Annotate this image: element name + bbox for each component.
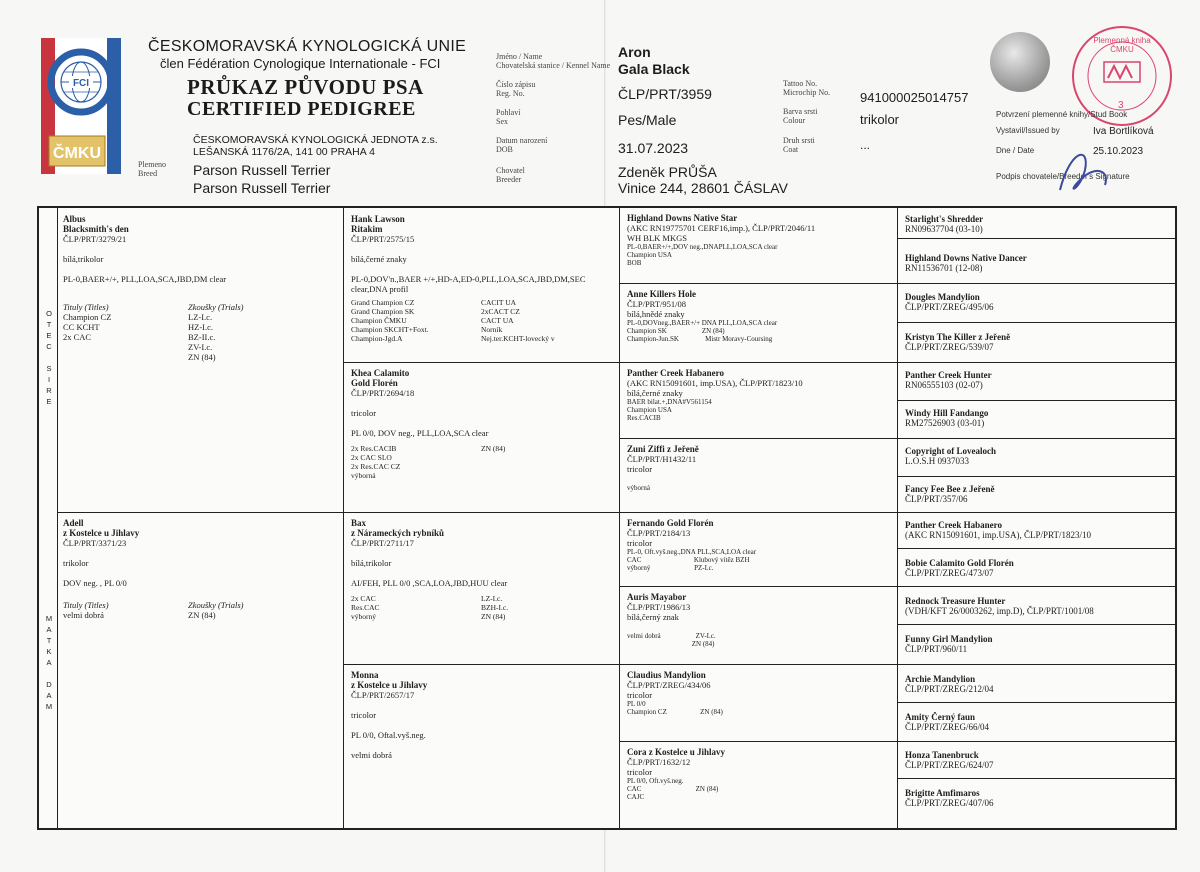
ancestor-g4-12: Funny Girl Mandylion ČLP/PRT/960/11 [905, 634, 993, 654]
issued-by-value: Iva Bortlíková [1093, 126, 1154, 137]
breeder-name: Zdeněk PRŮŠA [618, 164, 717, 180]
sire-sire-entry: Hank Lawson Ritakim ČLP/PRT/2575/15 bílá,černé znaky PL-0,DOV'n.,BAER +/+,HD-A,ED-0,PLL,LOA,SCA,JBD,DM,SEC clear,DNA profil Grand Champion CZ Grand Champion SK Champion ČMKU Champion SKCHT+Foxt. Champion-Jgd.A CACIT UA 2xCACT CZ CACT UA Norník Nej.ter.KCHT-lovecký v [351, 214, 586, 343]
ancestor-g4-14: Amity Černý faun ČLP/PRT/ZREG/66/04 [905, 712, 989, 732]
sex-label: Pohlaví Sex [496, 108, 521, 126]
svg-text:FCI: FCI [72, 78, 90, 89]
colour-label: Barva srsti Colour [783, 107, 818, 125]
dog-sex: Pes/Male [618, 112, 677, 128]
ancestor-g4-5: Panther Creek Hunter RN06555103 (02-07) [905, 370, 992, 390]
microchip-label: Tattoo No. Microchip No. [783, 79, 831, 97]
club-name: ČESKOMORAVSKÁ KYNOLOGICKÁ JEDNOTA z.s. [193, 134, 438, 146]
colour-value: trikolor [860, 112, 900, 127]
hologram-icon [990, 32, 1050, 92]
ancestor-g4-4: Kristyn The Killer z Jeřeně ČLP/PRT/ZREG/539/07 [905, 332, 1011, 352]
issued-by-label: Vystavil/Issued by [996, 126, 1060, 135]
sire-dam-entry: Khea Calamito Gold Florén ČLP/PRT/2694/18 tricolor PL 0/0, DOV neg., PLL,LOA,SCA clear 2x Res.CACIB 2x CAC SLO 2x Res.CAC CZ výborná ZN (84) [351, 368, 506, 480]
doc-title-en: CERTIFIED PEDIGREE [187, 98, 416, 120]
ancestor-g4-11: Rednock Treasure Hunter (VDH/KFT 26/0003262, imp.D), ČLP/PRT/1001/08 [905, 596, 1094, 616]
ancestor-g4-7: Copyright of Lovealoch L.O.S.H 0937033 [905, 446, 996, 466]
breed-label: Plemeno Breed [138, 160, 166, 178]
svg-text:ČMKU: ČMKU [53, 145, 101, 162]
ancestor-g3-6: Auris Mayabor ČLP/PRT/1986/13 bílá,černý znak velmi dobrá ZV-I.c. ZN (84) [627, 592, 716, 648]
breeder-label: Chovatel Breeder [496, 166, 525, 184]
ancestor-g4-1: Starlight's Shredder RN09637704 (03-10) [905, 214, 984, 234]
ancestor-g4-8: Fancy Fee Bee z Jeřeně ČLP/PRT/357/06 [905, 484, 995, 504]
ancestor-g3-1: Highland Downs Native Star (AKC RN19775701 CERF16,imp.), ČLP/PRT/2046/11 WH BLK MKGS PL-0,BAER+/+,DOV neg.,DNAPLL,LOA,SCA clear Champion USA BOB [627, 213, 816, 267]
dog-reg: ČLP/PRT/3959 [618, 86, 712, 102]
doc-title-cz: PRŮKAZ PŮVODU PSA [187, 75, 424, 99]
ancestor-g3-4: Zuni Ziffi z Jeřeně ČLP/PRT/H1432/11 tricolor výborná [627, 444, 699, 492]
pedigree-table [37, 206, 1177, 830]
fci-emblem-icon [41, 38, 121, 174]
coat-value: ... [860, 138, 871, 152]
stamp-number: 3 [1118, 100, 1124, 111]
dam-sire-entry: Bax z Náramecký​ch rybníků ČLP/PRT/2711/17 bílá,trikolor AI/FEH, PLL 0/0 ,SCA,LOA,JBD,HUU clear 2x CAC Res.CAC výborný LZ-I.c. BZH-I.c. ZN (84) [351, 518, 509, 621]
coat-label: Druh srsti Coat [783, 136, 815, 154]
org-title: ČESKOMORAVSKÁ KYNOLOGICKÁ UNIE [148, 38, 467, 55]
signature-label: Podpis chovatele/Breeder's Signature [996, 172, 1130, 181]
sire-entry: Albus Blacksmith's den ČLP/PRT/3279/21 bílá,trikolor PL-0,BAER+/+, PLL,LOA,SCA,JBD,DM clear Tituly (Titles) Champion CZ CC KCHT 2x CAC Zkoušky (Trials) LZ-I.c. HZ-I.c. BZ-II.c. ZV-I.c. ZN (84) [63, 214, 244, 362]
dog-dob: 31.07.2023 [618, 140, 689, 156]
stud-book-label: Potvrzení plemenné knihy/Stud Book [996, 110, 1128, 119]
ancestor-g3-8: Cora z Kostelce u Jihlavy ČLP/PRT/1632/12 tricolor PL 0/0, Oft.vyš.neg. CAC ZN (84) CAJC [627, 747, 725, 801]
ancestor-g3-3: Panther Creek Habanero (AKC RN15091601, imp.USA), ČLP/PRT/1823/10 bílá,černé znaky BAER bilat.+,DNA#V561154 Champion USA Res.CACIB [627, 368, 803, 422]
ancestor-g4-2: Highland Downs Native Dancer RN11536701 (12-08) [905, 253, 1027, 273]
date-value: 25.10.2023 [1093, 146, 1144, 157]
breed-cz: Parson Russell Terrier [193, 162, 331, 178]
dog-name: Aron [618, 44, 651, 60]
club-address: LEŠANSKÁ 1176/2A, 141 00 PRAHA 4 [193, 146, 375, 158]
ancestor-g4-16: Brigitte Amfimaros ČLP/PRT/ZREG/407/06 [905, 788, 994, 808]
ancestor-g3-5: Fernando Gold Florén ČLP/PRT/2184/13 tricolor PL-0, Oft.vyš.neg.,DNA PLL,SCA,LOA clear CAC Klubový vítěz BZH výborný PZ-I.c. [627, 518, 757, 572]
name-label: Jméno / Name Chovatelská stanice / Kennel Name [496, 52, 611, 70]
ancestor-g4-3: Dougles Mandylion ČLP/PRT/ZREG/495/06 [905, 292, 994, 312]
breed-en: Parson Russell Terrier [193, 180, 331, 196]
breeder-address: Vinice 244, 28601 ČÁSLAV [618, 180, 788, 196]
microchip-value: 941000025014757 [860, 90, 969, 105]
ancestor-g4-9: Panther Creek Habanero (AKC RN15091601, imp.USA), ČLP/PRT/1823/10 [905, 520, 1091, 540]
stamp-text: Plemenná kniha ČMKU [1093, 36, 1151, 54]
dam-dam-entry: Monna z Kostelce u Jihlavy ČLP/PRT/2657/17 tricolor PL 0/0, Oftal.vyš.neg. velmi dobrá [351, 670, 428, 760]
ancestor-g4-15: Honza Tanenbruck ČLP/PRT/ZREG/624/07 [905, 750, 994, 770]
ancestor-g4-13: Archie Mandylion ČLP/PRT/ZREG/212/04 [905, 674, 994, 694]
signature-icon [1050, 140, 1120, 200]
cmku-logo [41, 38, 121, 174]
reg-label: Číslo zápisu Reg. No. [496, 80, 536, 98]
dam-side-label: M A T K A D A M [45, 614, 53, 711]
ancestor-g3-2: Anne Killers Hole ČLP/PRT/951/08 bílá,hnědé znaky PL-0,DOVneg.,BAER+/+ DNA PLL,LOA,SCA clear Champion SK ZN (84) Champion-Jun.SK Mistr Moravy-Coursing [627, 289, 778, 343]
date-label: Dne / Date [996, 146, 1035, 155]
dam-entry: Adell z Kostelce u Jihlavy ČLP/PRT/3371/23 trikolor DOV neg. , PL 0/0 Tituly (Titles) velmi dobrá Zkoušky (Trials) ZN (84) [63, 518, 244, 620]
dog-kennel: Gala Black [618, 61, 690, 77]
ancestor-g4-10: Bobie Calamito Gold Florén ČLP/PRT/ZREG/473/07 [905, 558, 1014, 578]
sire-side-label: O T E C S I R E [46, 309, 52, 406]
org-member: člen Fédération Cynologique Internationale - FCI [160, 56, 441, 71]
ancestor-g4-6: Windy Hill Fandango RM27526903 (03-01) [905, 408, 989, 428]
ancestor-g3-7: Claudius Mandylion ČLP/PRT/ZREG/434/06 tricolor PL 0/0 Champion CZ ZN (84) [627, 670, 723, 716]
dob-label: Datum narození DOB [496, 136, 548, 154]
